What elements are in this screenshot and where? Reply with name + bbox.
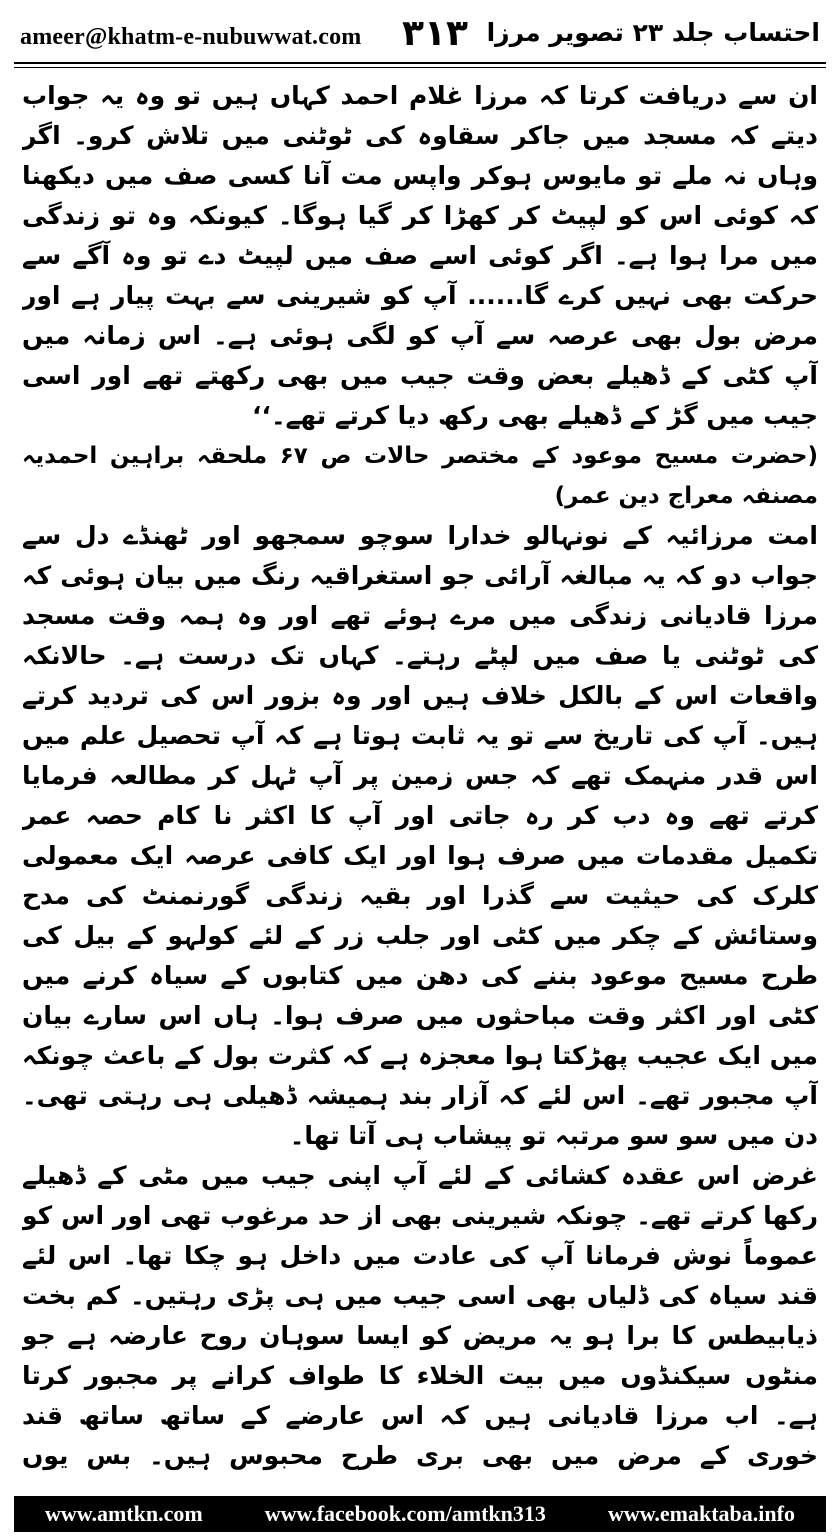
page-footer <box>14 1496 826 1532</box>
footer-link-emaktaba[interactable]: www.emaktaba.info <box>607 1501 795 1526</box>
page-header <box>14 10 826 58</box>
footer-link-facebook[interactable]: www.facebook.com/amtkn313 <box>264 1501 546 1526</box>
running-title: احتساب جلد ۲۳ تصویر مرزا <box>486 18 820 47</box>
paragraph-conclusion: غرض اس عقدہ کشائی کے لئے آپ اپنی جیب میں مٹی کے ڈھیلے رکھا کرتے تھے۔ چونکہ شیرینی بھی از حد مرغوب تھی اور اس کو عموماً نوش فرمانا آپ کی عادت میں داخل ہو چکا تھا۔ اس لئے قند سیاہ کی ڈلیاں بھی اسی جیب میں ہی پڑی رہتیں۔ کم بخت ذیابیطس کا برا ہو یہ مریض کو ایسا سوہان روح عارضہ ہے جو منٹوں سیکنڈوں میں بیت الخلاء کا طواف کرانے پر مجبور کرتا ہے۔ اب مرزا قادیانی ہیں کہ اس عارضے کے ساتھ ساتھ قند خوری کے مرض میں بھی بری طرح محبوس ہیں۔ بس یوں <box>22 1161 818 1470</box>
page-number: ۳۱۳ <box>402 13 468 54</box>
page-body <box>22 76 818 1476</box>
header-rule <box>14 62 826 64</box>
header-rule-thin <box>14 67 826 68</box>
paragraph-commentary: امت مرزائیہ کے نونہالو خدارا سوچو سمجھو اور ٹھنڈے دل سے جواب دو کہ یہ مبالغہ آرائی جو استغراقیہ رنگ میں بیان ہوئی کہ مرزا قادیانی زندگی میں مرے ہوئے تھے اور وہ ہمہ وقت مسجد کی ٹوٹنی یا صف میں لپٹے رہتے۔ کہاں تک درست ہے۔ حالانکہ واقعات اس کے بالکل خلاف ہیں اور وہ بزور اس کی تردید کرتے ہیں۔ آپ کی تاریخ سے تو یہ ثابت ہوتا ہے کہ آپ تحصیل علم میں اس قدر منہمک تھے کہ جس زمین پر آپ ٹہل کر مطالعہ فرمایا کرتے تھے وہ دب کر رہ جاتی اور آپ کا اکثر نا کام حصہ عمر تکمیل مقدمات میں صرف ہوا اور ایک کافی عرصہ ایک معمولی کلرک کی حیثیت سے گذرا اور بقیہ زندگی گورنمنٹ کی مدح وستائش کے چکر میں کٹی اور جلب زر کے لئے کولہو کے بیل کی طرح مسیح موعود بننے کی دھن میں کتابوں کے سیاہ کرنے میں کٹی اور اکثر وقت مباحثوں میں صرف ہوا۔ ہاں اس سارے بیان میں ایک عجیب پھڑکتا ہوا معجزہ ہے کہ کثرت بول کے باعث چونکہ آپ مجبور تھے۔ اس لئے کہ آزار بند ہمیشہ ڈھیلی ہی رہتی تھی۔ دن میں سو سو مرتبہ تو پیشاب ہی آتا تھا۔ <box>22 521 818 1150</box>
paragraph-quote: ان سے دریافت کرتا کہ مرزا غلام احمد کہاں ہیں تو وہ یہ جواب دیتے کہ مسجد میں جاکر سقاوہ کی ٹوٹنی میں تلاش کرو۔ اگر وہاں نہ ملے تو مایوس ہوکر واپس مت آنا کسی صف میں دیکھنا کہ کوئی اس کو لپیٹ کر کھڑا کر گیا ہوگا۔ کیونکہ وہ تو زندگی میں مرا ہوا ہے۔ اگر کوئی اسے صف میں لپیٹ دے تو وہ آگے سے حرکت بھی نہیں کرے گا...... آپ کو شیرینی سے بہت پیار ہے اور مرض بول بھی عرصہ سے آپ کو لگی ہوئی ہے۔ اس زمانہ میں آپ کٹی کے ڈھیلے بعض وقت جیب میں بھی رکھتے تھے اور اسی جیب میں گڑ کے ڈھیلے بھی رکھ دیا کرتے تھے۔‘‘ <box>22 81 818 430</box>
reference-citation: (حضرت مسیح موعود کے مختصر حالات ص ۶۷ ملحقہ براہین احمدیہ مصنفہ معراج دین عمر) <box>22 443 818 509</box>
header-email: ameer@khatm-e-nubuwwat.com <box>20 24 362 50</box>
footer-link-website[interactable]: www.amtkn.com <box>45 1501 203 1526</box>
